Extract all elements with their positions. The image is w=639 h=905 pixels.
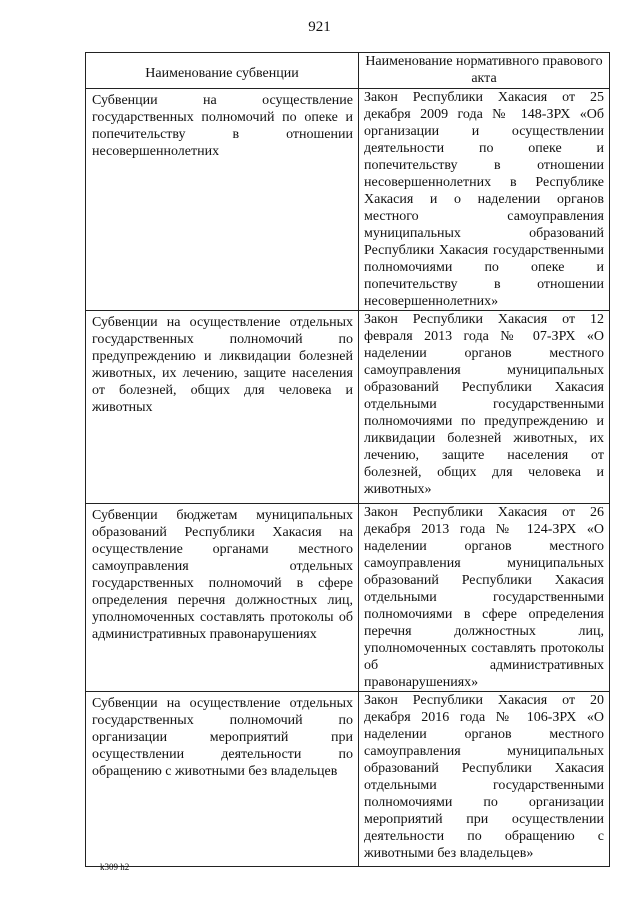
legal-act-cell: Закон Республики Хакасия от 26 декабря 2013 года № 124-ЗРХ «О наделении органов местного самоуправления муниципальных образований Республики Хакасия отдельными государственными полномочиями в сфере определения перечня должностных лиц, уполномоченных составлять протоколы об административных правонарушениях»: [359, 504, 610, 692]
table-row: [86, 504, 610, 692]
header-subvention-name: Наименование субвенции: [86, 53, 359, 89]
table-row: [86, 311, 610, 504]
subventions-table: [85, 52, 610, 867]
subvention-cell: Субвенции на осуществление отдельных государственных полномочий по организации мероприятий при осуществлении деятельности по обращению с животными без владельцев: [86, 692, 359, 867]
subvention-cell: Субвенции на осуществление отдельных государственных полномочий по предупреждению и ликвидации болезней животных, их лечению, защите населения от болезней, общих для человека и животных: [86, 311, 359, 504]
subvention-cell: Субвенции бюджетам муниципальных образований Республики Хакасия на осуществление органами местного самоуправления отдельных государственных полномочий в сфере определения перечня должностных лиц, уполномоченных составлять протоколы об административных правонарушениях: [86, 504, 359, 692]
legal-act-cell: Закон Республики Хакасия от 20 декабря 2016 года № 106-ЗРХ «О наделении органов местного самоуправления муниципальных образований Республики Хакасия отдельными государственными полномочиями по организации мероприятий при осуществлении деятельности по обращению с животными без владельцев»: [359, 692, 610, 867]
legal-act-cell: Закон Республики Хакасия от 12 февраля 2013 года № 07-ЗРХ «О наделении органов местного самоуправления муниципальных образований Республики Хакасия отдельными государственными полномочиями по предупреждению и ликвидации болезней животных, их лечению, защите населения от болезней, общих для человека и животных»: [359, 311, 610, 504]
footer-document-code: k309 h2: [100, 862, 130, 872]
table-header-row: [86, 53, 610, 89]
table-row: [86, 692, 610, 867]
table-row: [86, 89, 610, 311]
legal-act-cell: Закон Республики Хакасия от 25 декабря 2009 года № 148-ЗРХ «Об организации и осуществлении деятельности по опеке и попечительству в отношении несовершеннолетних в Республике Хакасия и о наделении органов местного самоуправления муниципальных образований Республики Хакасия государственными полномочиями по опеке и попечительству в отношении несовершеннолетних»: [359, 89, 610, 311]
header-legal-act-name: Наименование нормативного правового акта: [359, 53, 610, 89]
subvention-cell: Субвенции на осуществление государственных полномочий по опеке и попечительству в отношении несовершеннолетних: [86, 89, 359, 311]
page-number: 921: [308, 19, 331, 35]
